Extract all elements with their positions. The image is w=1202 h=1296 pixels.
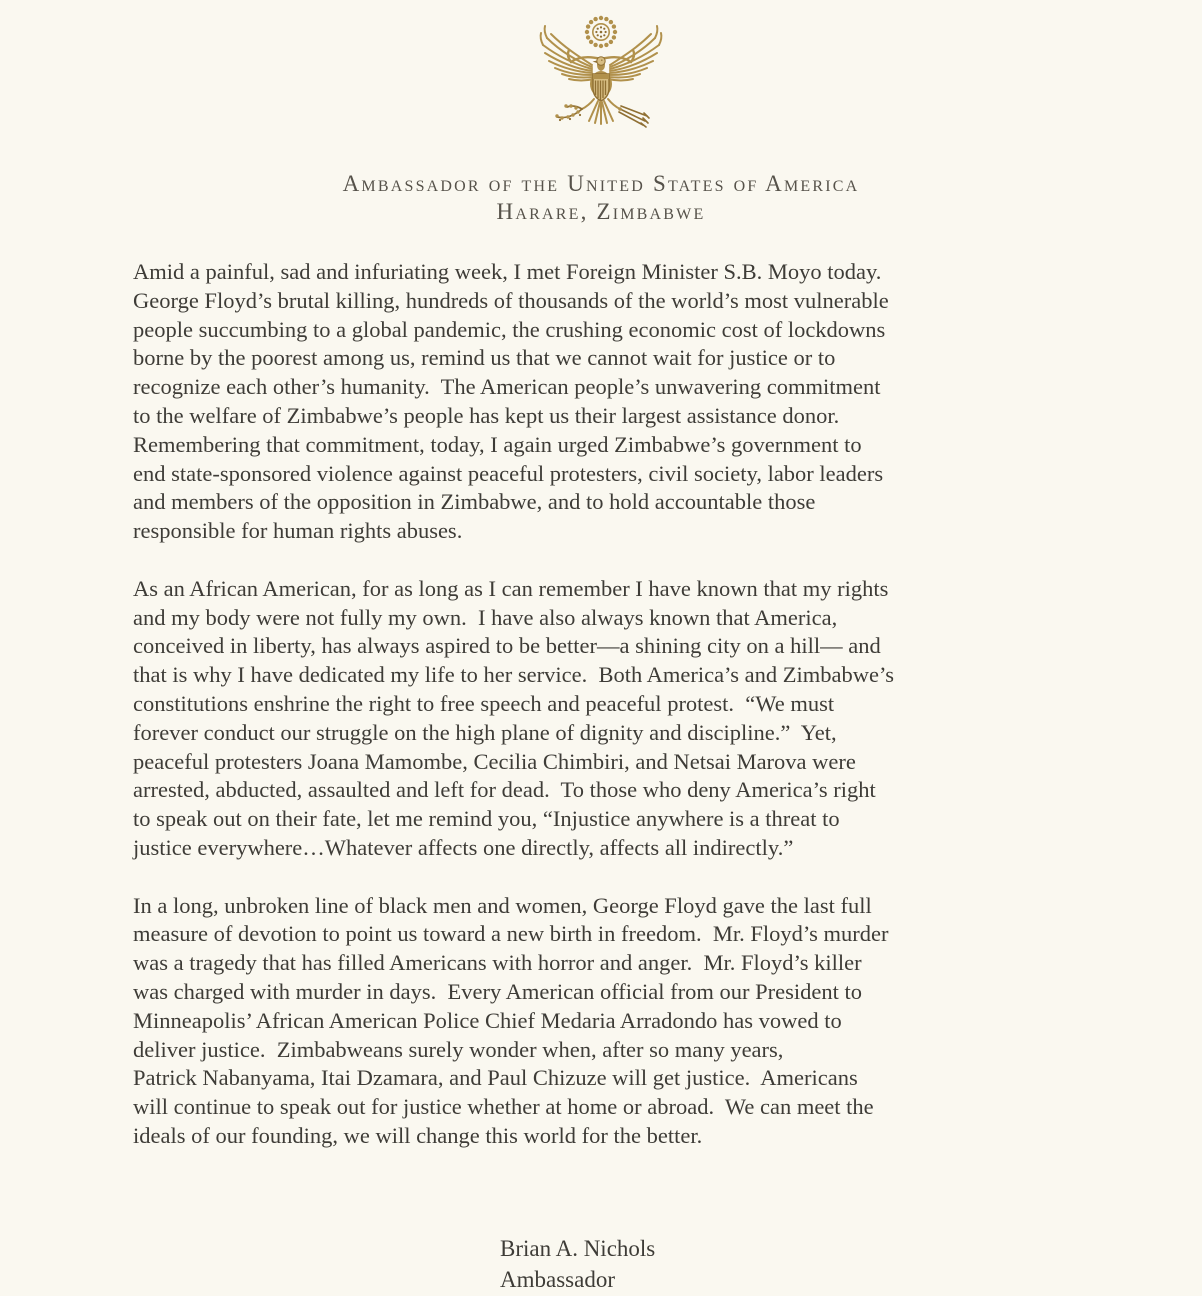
text-line: borne by the poorest among us, remind us that we cannot wait for justice or to — [133, 345, 836, 371]
great-seal-eagle-icon — [535, 12, 667, 130]
text-line: conceived in liberty, has always aspired to be better—a shining city on a hill— and — [133, 633, 881, 659]
text-line: and members of the opposition in Zimbabwe, and to hold accountable those — [133, 489, 816, 515]
text-line: and my body were not fully my own. I have also always known that America, — [133, 604, 838, 630]
seal-glory — [585, 16, 617, 48]
signature-title: Ambassador — [500, 1266, 615, 1292]
text-line: responsible for human rights abuses. — [133, 518, 463, 544]
paragraph-2 — [133, 575, 1072, 863]
text-line: was a tragedy that has filled Americans with horror and anger. Mr. Floyd’s killer — [133, 950, 862, 976]
text-line: that is why I have dedicated my life to her service. Both America’s and Zimbabwe’s — [133, 662, 895, 688]
text-line: constitutions enshrine the right to free speech and peaceful protest. “We must — [133, 690, 835, 716]
seal-olive-branch-icon — [555, 104, 582, 121]
seal-body — [590, 57, 612, 101]
text-line: justice everywhere…Whatever affects one directly, affects all indirectly.” — [133, 834, 794, 860]
text-line: peaceful protesters Joana Mamombe, Cecilia Chimbiri, and Netsai Marova were — [133, 748, 856, 774]
text-line: forever conduct our struggle on the high plane of dignity and discipline.” Yet, — [133, 719, 837, 745]
text-line: to speak out on their fate, let me remind you, “Injustice anywhere is a threat to — [133, 806, 840, 832]
text-line: As an African American, for as long as I can remember I have known that my rights — [133, 575, 889, 601]
text-line: measure of devotion to point us toward a new birth in freedom. Mr. Floyd’s murder — [133, 921, 889, 947]
text-line: Patrick Nabanyama, Itai Dzamara, and Paul Chizuze will get justice. Americans — [133, 1065, 858, 1091]
text-line: George Floyd’s brutal killing, hundreds of thousands of the world’s most vulnerable — [133, 287, 889, 313]
great-seal-eagle-svg — [535, 12, 667, 130]
text-line: arrested, abducted, assaulted and left for dead. To those who deny America’s right — [133, 777, 876, 803]
letter-body — [133, 258, 1072, 1151]
letterhead — [0, 12, 1202, 226]
seal-arrows-icon — [618, 106, 649, 127]
text-line: people succumbing to a global pandemic, the crushing economic cost of lockdowns — [133, 316, 886, 342]
text-line: Minneapolis’ African American Police Chief Medaria Arradondo has vowed to — [133, 1007, 842, 1033]
paragraph-1 — [133, 258, 1072, 546]
text-line: ideals of our founding, we will change this world for the better. — [133, 1122, 703, 1148]
text-line: to the welfare of Zimbabwe’s people has kept us their largest assistance donor. — [133, 402, 840, 428]
text-line: was charged with murder in days. Every American official from our President to — [133, 978, 862, 1004]
letterhead-title: Ambassador of the United States of America — [342, 171, 860, 196]
text-line: Remembering that commitment, today, I again urged Zimbabwe’s government to — [133, 431, 862, 457]
paragraph-3 — [133, 892, 1072, 1151]
seal-tail — [582, 99, 620, 124]
text-line: Amid a painful, sad and infuriating week, I met Foreign Minister S.B. Moyo today. — [133, 259, 882, 284]
text-line: end state-sponsored violence against peaceful protesters, civil society, labor leaders — [133, 460, 884, 486]
letterhead-location: Harare, Zimbabwe — [496, 199, 706, 224]
text-line: deliver justice. Zimbabweans surely wonder when, after so many years, — [133, 1036, 784, 1062]
text-line: In a long, unbroken line of black men and women, George Floyd gave the last full — [133, 892, 872, 918]
signature-block — [500, 1233, 1202, 1295]
signature-name: Brian A. Nichols — [500, 1235, 656, 1261]
text-line: recognize each other’s humanity. The American people’s unwavering commitment — [133, 374, 881, 400]
text-line: will continue to speak out for justice whether at home or abroad. We can meet the — [133, 1094, 874, 1120]
